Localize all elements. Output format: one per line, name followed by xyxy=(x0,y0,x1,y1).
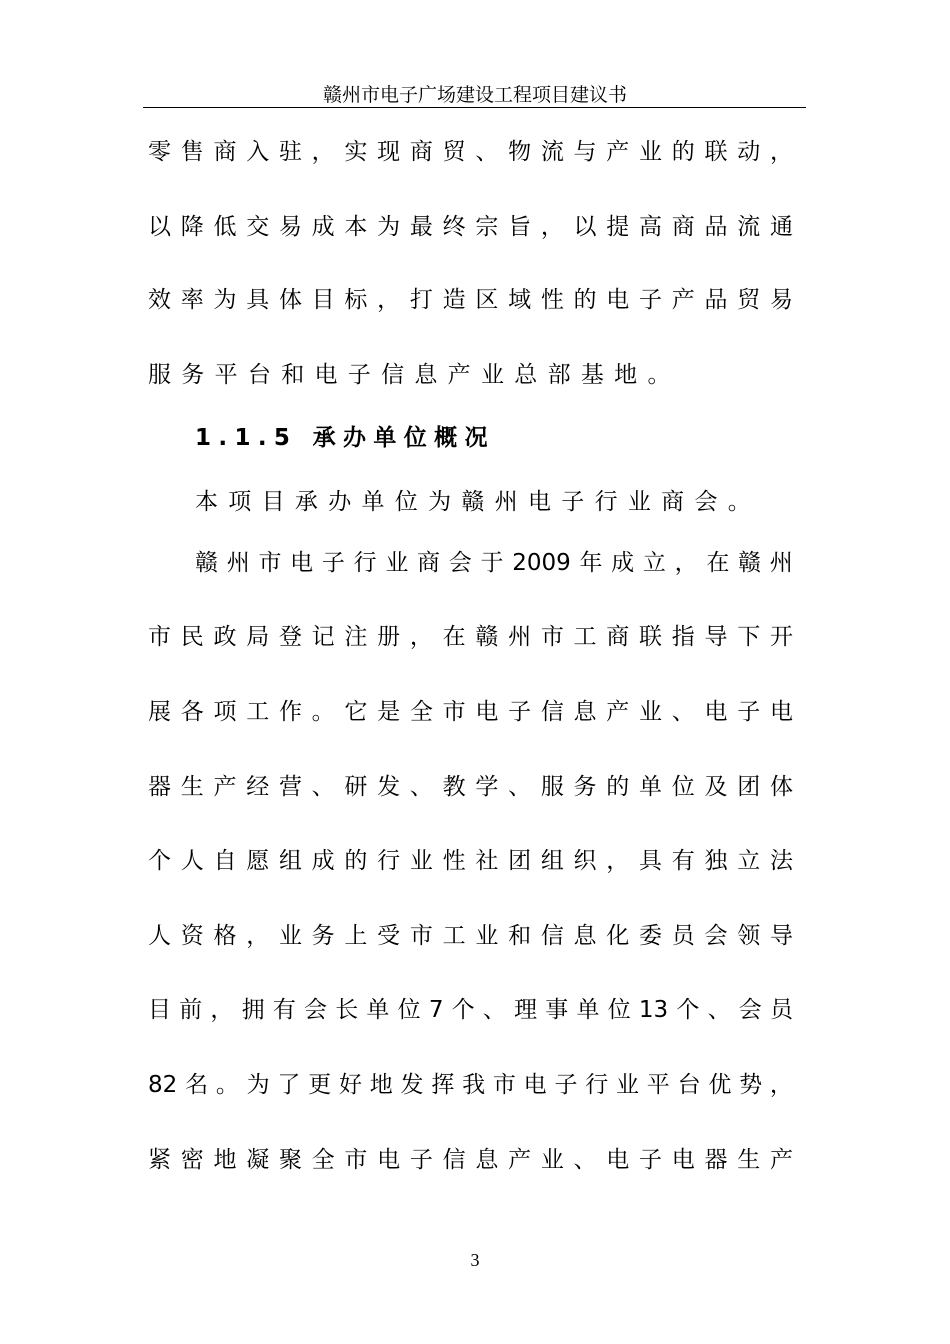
paragraph-line: 赣 州 市 电 子 行 业 商 会 于 2009 年 成 立 ， 在 赣 州 xyxy=(195,550,793,576)
section-heading: 1.1.5 承办单位概况 xyxy=(195,425,495,451)
paragraph-line: 展 各 项 工 作 。 它 是 全 市 电 子 信 息 产 业 、 电 子 电 xyxy=(148,699,793,725)
paragraph-line: 以 降 低 交 易 成 本 为 最 终 宗 旨 ， 以 提 高 商 品 流 通 xyxy=(148,214,793,240)
header-divider xyxy=(143,107,806,108)
paragraph-line: 效 率 为 具 体 目 标 ， 打 造 区 域 性 的 电 子 产 品 贸 易 xyxy=(148,287,793,313)
document-header-title: 赣州市电子广场建设工程项目建议书 xyxy=(322,84,627,106)
paragraph-line: 82 名 。 为 了 更 好 地 发 挥 我 市 电 子 行 业 平 台 优 势 ， xyxy=(148,1072,793,1098)
paragraph-line: 器 生 产 经 营 、 研 发 、 教 学 、 服 务 的 单 位 及 团 体 xyxy=(148,774,793,800)
paragraph-line: 紧 密 地 凝 聚 全 市 电 子 信 息 产 业 、 电 子 电 器 生 产 xyxy=(148,1147,793,1173)
paragraph-line: 本 项 目 承 办 单 位 为 赣 州 电 子 行 业 商 会 。 xyxy=(195,489,751,515)
paragraph-line: 服 务 平 台 和 电 子 信 息 产 业 总 部 基 地 。 xyxy=(148,362,671,388)
paragraph-line: 目 前 ， 拥 有 会 长 单 位 7 个 、 理 事 单 位 13 个 、 会 员 xyxy=(148,997,793,1023)
paragraph-line: 零 售 商 入 驻 ， 实 现 商 贸 、 物 流 与 产 业 的 联 动 ， xyxy=(148,139,793,165)
paragraph-line: 个 人 自 愿 组 成 的 行 业 性 社 团 组 织 ， 具 有 独 立 法 xyxy=(148,848,793,874)
paragraph-line: 市 民 政 局 登 记 注 册 ， 在 赣 州 市 工 商 联 指 导 下 开 xyxy=(148,624,793,650)
page-number: 3 xyxy=(470,1250,480,1270)
paragraph-line: 人 资 格 ， 业 务 上 受 市 工 业 和 信 息 化 委 员 会 领 导 xyxy=(148,923,793,949)
